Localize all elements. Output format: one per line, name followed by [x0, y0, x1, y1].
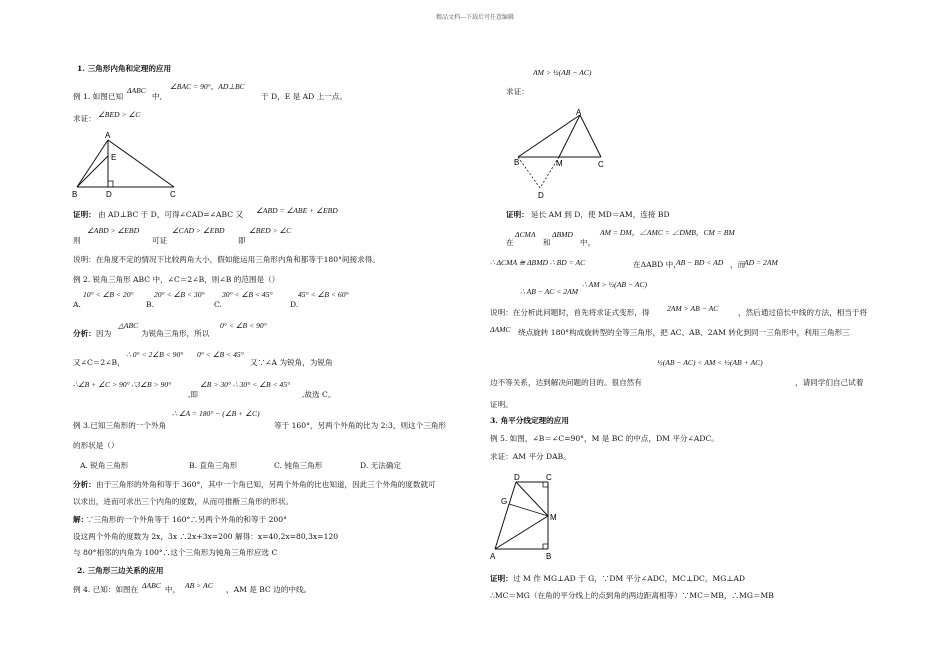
note-4-line-1b: ，然后通过倍长中线的方法，相当于将: [738, 308, 868, 317]
proof-4-label: 证明：: [506, 210, 529, 219]
label-c: C: [598, 160, 604, 169]
segment-bd: [518, 157, 540, 188]
example-3-text: 等于 160°，另两个外角的比为 2:3，则这个三角形: [274, 421, 447, 430]
note-4-transform: 2AM > AB − AC: [667, 304, 719, 313]
analysis-2-choice: ,故选 C。: [302, 390, 336, 399]
analysis-3-label: 分析：: [73, 480, 96, 489]
solution-3-line-1: ∵三角形的一个外角等于 160°∴另两个外角的和等于 200°: [86, 515, 287, 524]
note-4-triangle: ΔAMC: [490, 325, 511, 334]
prove-label-4: 求证：: [506, 87, 529, 96]
label-e: E: [111, 153, 117, 162]
option-a: 10° < ∠B < 20°: [83, 290, 134, 299]
proof-5-label: 证明：: [490, 574, 513, 583]
analysis-2-label: 分析：: [73, 329, 96, 338]
proof-1-ineq-1: ∠ABD > ∠EBD: [87, 226, 140, 235]
solution-3-line-2: 设这两个外角的度数为 2x，3x ∴2x+3x=200 解得：x=40,2x=80,3x=120: [73, 532, 339, 541]
proof-4-and: 和: [543, 238, 551, 247]
proof-4-equalities: AM = DM，∠AMC = ∠DMB，CM = BM: [600, 228, 735, 237]
example-4-median: ，AM 是 BC 边的中线。: [226, 585, 312, 594]
edge-da: [495, 482, 516, 549]
right-angle-b: [543, 544, 548, 549]
proof-4-result-1: ∴ AB − AC < 2AM: [520, 287, 579, 296]
example-1-in: 中,: [152, 92, 163, 101]
segment-be: [77, 156, 108, 187]
example-5: 例 5. 如图，∠B＝∠C=90°，M 是 BC 的中点，DM 平分∠ADC。: [490, 434, 719, 443]
edge-ab: [518, 115, 580, 157]
label-m: M: [550, 513, 557, 522]
proof-1-ineq-2: ∠CAD > ∠EBD: [172, 226, 225, 235]
figure-1-triangle: [70, 130, 190, 200]
analysis-2-c: 又∠C＝2∠B，: [73, 358, 125, 367]
option-c: 30° < ∠B < 45°: [222, 290, 273, 299]
analysis-2-acute: 又∵∠A 为锐角，为锐角: [250, 358, 333, 367]
prove-statement-1: ∠BED > ∠C: [98, 110, 141, 119]
option-a-label: A.: [73, 300, 81, 309]
analysis-2-triangle: △ABC: [118, 321, 139, 330]
proof-1-eq: ∠ABD = ∠ABE + ∠EBD: [256, 206, 338, 215]
example-1-condition: ∠BAC = 90°，AD⊥BC: [170, 82, 245, 91]
example-1-tail: 于 D，E 是 AD 上一点。: [261, 92, 348, 101]
note-4-range: ½(AB − AC) < AM < ½(AB + AC): [657, 358, 763, 367]
section-3-title: 3. 角平分线定理的应用: [490, 416, 569, 425]
analysis-2-range: 0° < ∠B < 90°: [220, 321, 267, 330]
page-header: 精品文档---下载后可任意编辑: [435, 14, 515, 21]
label-d: D: [538, 191, 544, 200]
example-3-option-b: B. 直角三角形: [189, 461, 238, 470]
prove-label-1: 求证：: [73, 114, 96, 123]
label-b: B: [514, 158, 520, 167]
option-d: 45° < ∠B < 60°: [298, 290, 349, 299]
proof-4-while: ，而: [730, 260, 746, 269]
analysis-2-ineq-4: ∠B > 30° ∴ 30° < ∠B < 45°: [200, 380, 291, 389]
example-4-in: 中，: [165, 585, 181, 594]
right-angle-c: [543, 482, 548, 487]
label-a: A: [576, 108, 582, 117]
example-3-question: 的形状是（）: [73, 441, 119, 450]
label-g: G: [501, 497, 508, 506]
example-1-lead: 例 1. 如图已知: [73, 92, 124, 101]
note-4-line-3a: 边不等关系，达到解决问题的目的。很自然有: [490, 378, 642, 387]
proof-1-ji: 即: [238, 236, 246, 245]
example-3-option-d: D. 无法确定: [360, 461, 402, 470]
proof-1-then: 则: [73, 236, 81, 245]
label-d: D: [106, 190, 112, 199]
note-1: 说明：在角度不定的情况下比较两角大小，假如能运用三角形内角和都等于180°间接求得。: [73, 255, 380, 264]
figure-2-triangle: [510, 105, 610, 200]
note-4-line-3b: ，请同学们自己试着: [795, 378, 864, 387]
label-d: D: [514, 473, 520, 482]
example-2: 例 2. 锐角三角形 ABC 中，∠C＝2∠B，则∠B 的范围是（）: [73, 275, 280, 284]
example-3-lead: 例 3.已知三角形的一个外角: [73, 421, 167, 430]
example-3-option-c: C. 钝角三角形: [274, 461, 323, 470]
section-2-title: 2. 三角形三边关系的应用: [77, 566, 164, 575]
right-angle-mark: [108, 181, 113, 187]
proof-4-tri-bmd: ΔBMD: [552, 230, 573, 239]
label-a: A: [490, 552, 496, 561]
proof-1-result: ∠BED > ∠C: [249, 226, 292, 235]
analysis-2-ineq-2: 0° < ∠B < 45°: [197, 350, 244, 359]
note-4-line-4: 证明。: [490, 400, 513, 409]
proof-4-result-2: ∴ AM > ½(AB − AC): [582, 280, 647, 289]
example-4-goal: AM > ½(AB − AC): [533, 68, 592, 77]
edge-ac: [108, 140, 174, 187]
example-4-lead: 例 4. 已知：如图在: [73, 585, 139, 594]
example-3-formula: ∴ ∠A = 180° − (∠B + ∠C): [172, 409, 260, 418]
example-3-option-a: A. 锐角三角形: [80, 461, 129, 470]
analysis-2-ineq-3: ∴∠B + ∠C > 90° ∴3∠B > 90°: [73, 380, 172, 389]
solution-3-line-3: 与 80°相邻的内角为 100°∴这个三角形为钝角三角形应选 C: [73, 548, 278, 557]
proof-5-line-2: ∴MC＝MG（在角的平分线上的点到角的两边距离相等）∵MC＝MB，∴MG＝MB: [490, 591, 774, 600]
analysis-2-because: 因为: [96, 329, 112, 338]
analysis-2-ji: ,即: [188, 390, 199, 399]
proof-1-cert: 可证: [152, 236, 168, 245]
section-1-title: 1. 三角形内角和定理的应用: [77, 64, 172, 73]
label-c: C: [170, 190, 176, 199]
note-4-line-2: 绕点旋转 180°构成旋转型的全等三角形，把 AC、AB、2AM 转化到同一三角形中，利用三角形三: [518, 328, 850, 337]
option-b-label: B.: [146, 300, 154, 309]
proof-4-ad: AD = 2AM: [744, 258, 778, 267]
note-4-line-1a: 说明：在分析此问题时，首先将求证式变形，得: [490, 308, 650, 317]
solution-3-label: 解：: [73, 515, 89, 524]
proof-5-line-1: 过 M 作 MG⊥AD 于 G，∵DM 平分∠ADC，MC⊥DC，MG⊥AD: [513, 574, 746, 583]
prove-statement-5: 求证：AM 平分 DAB。: [490, 452, 571, 461]
proof-4-construction: 延长 AM 到 D，使 MD＝AM，连接 BD: [531, 210, 670, 219]
segment-am: [495, 516, 548, 549]
proof-4-tri-cma: ΔCMA: [515, 230, 536, 239]
analysis-2-text: 为锐角三角形，所以: [141, 329, 210, 338]
label-m: M: [556, 159, 563, 168]
proof-1-text: 由 AD⊥BC 于 D，可得∠CAD=∠ABC 又: [98, 210, 244, 219]
example-4-triangle: ΔABC: [142, 581, 161, 590]
label-c: C: [546, 473, 552, 482]
proof-4-triangle-ineq: AB − BD < AD: [676, 258, 724, 267]
label-b: B: [546, 552, 552, 561]
example-1-triangle: ΔABC: [127, 86, 146, 95]
proof-4-in2: 中，: [580, 238, 596, 247]
analysis-2-ineq-1: ∴ 0° < 2∠B < 90°: [126, 350, 184, 359]
analysis-3-text-1: 由于三角形的外角和等于 360°，其中一个角已知，另两个外角的比也知道，因此三个外角的度数就可: [96, 480, 436, 489]
analysis-3-text-2: 以求出，进而可求出三个内角的度数，从而可推断三角形的形状。: [73, 497, 294, 506]
label-a: A: [105, 131, 111, 140]
median-am: [559, 115, 580, 157]
proof-4-in-abd: 在ΔABD 中，: [633, 260, 681, 269]
proof-1-label: 证明：: [73, 210, 96, 219]
label-b: B: [72, 190, 78, 199]
option-d-label: D.: [290, 300, 299, 309]
proof-4-in: 在: [506, 238, 514, 247]
edge-ac: [580, 115, 601, 157]
edge-ab: [77, 140, 108, 187]
figure-3-quadrilateral: [487, 470, 567, 562]
option-c-label: C.: [214, 300, 222, 309]
proof-4-congruence: ∴ ΔCMA ≅ ΔBMD ∴ BD = AC: [490, 258, 586, 267]
example-4-condition: AB > AC: [185, 581, 213, 590]
option-b: 20° < ∠B < 30°: [154, 290, 205, 299]
